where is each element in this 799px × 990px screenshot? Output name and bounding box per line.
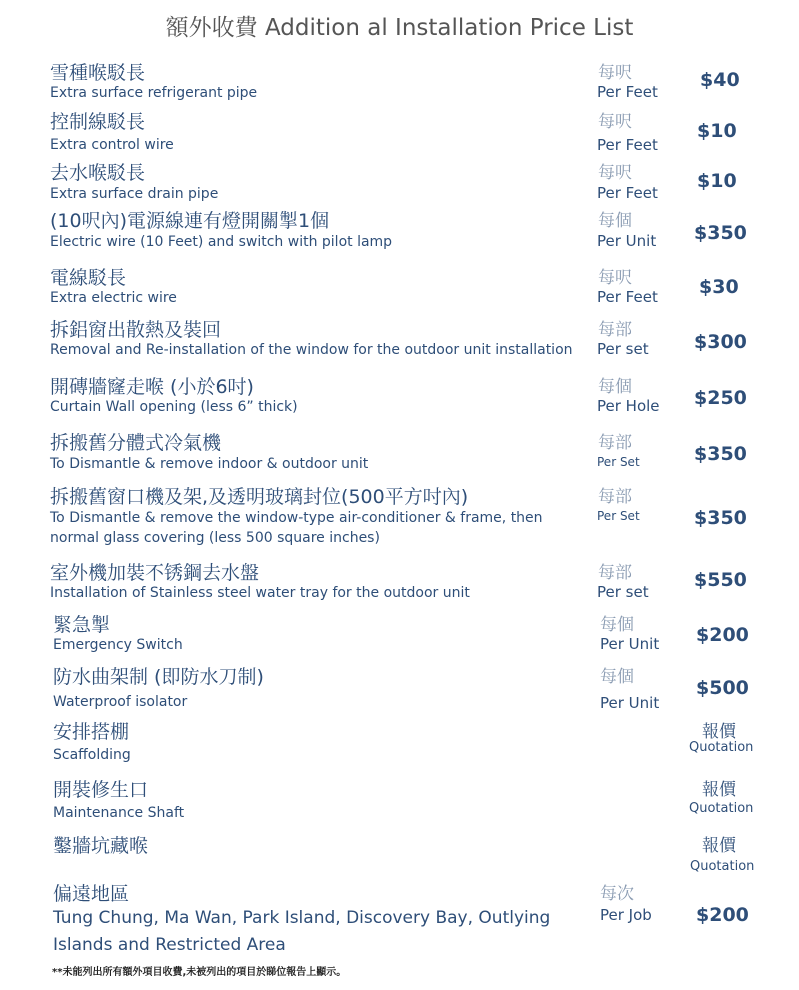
unit-en: Per Job bbox=[600, 906, 652, 924]
item-name-en: Removal and Re-installation of the window for the outdoor unit installation bbox=[50, 342, 573, 358]
item-name-zh: 去水喉駁長 bbox=[50, 162, 146, 184]
item-name-zh: 緊急掣 bbox=[53, 614, 111, 636]
footnote: **未能列出所有額外項目收費,未被列出的項目於睇位報告上顯示。 bbox=[52, 967, 347, 978]
price: $300 bbox=[694, 331, 747, 353]
unit-en: Per set bbox=[597, 340, 649, 358]
item-name-en: Emergency Switch bbox=[53, 637, 183, 653]
unit-en: Per Unit bbox=[600, 694, 660, 712]
price: $200 bbox=[696, 904, 749, 926]
unit-zh: 每部 bbox=[598, 433, 632, 453]
unit-en: Per Set bbox=[597, 509, 640, 523]
quotation-en: Quotation bbox=[689, 740, 754, 755]
item-name-en: Electric wire (10 Feet) and switch with pilot lamp bbox=[50, 234, 393, 250]
item-name-zh: 雪種喉駁長 bbox=[50, 62, 146, 84]
quotation-zh: 報價 bbox=[702, 722, 736, 742]
item-name-zh: 開磚牆窿走喉 (小於6吋) bbox=[50, 376, 254, 398]
item-name-zh: 防水曲架制 (即防水刀制) bbox=[53, 666, 264, 688]
item-name-zh: 偏遠地區 bbox=[53, 883, 130, 905]
item-name-zh: 控制線駁長 bbox=[50, 111, 146, 133]
unit-zh: 每個 bbox=[598, 211, 632, 231]
unit-en: Per Hole bbox=[597, 397, 660, 415]
item-name-zh: 拆搬舊窗口機及架,及透明玻璃封位(500平方吋內) bbox=[50, 486, 469, 508]
item-name-zh: 室外機加裝不锈鋼去水盤 bbox=[50, 562, 260, 584]
unit-zh: 每部 bbox=[598, 320, 632, 340]
price: $40 bbox=[700, 69, 740, 91]
unit-zh: 每呎 bbox=[598, 112, 632, 132]
unit-en: Per Set bbox=[597, 455, 640, 469]
item-name-en: Extra surface drain pipe bbox=[50, 186, 219, 202]
item-name-en: Extra surface refrigerant pipe bbox=[50, 85, 258, 101]
quotation-en: Quotation bbox=[690, 859, 755, 874]
price: $10 bbox=[697, 170, 737, 192]
unit-zh: 每呎 bbox=[598, 163, 632, 183]
item-name-zh: 開裝修生口 bbox=[53, 779, 149, 801]
item-name-en-line2: normal glass covering (less 500 square inches) bbox=[50, 530, 380, 546]
quotation-zh: 報價 bbox=[702, 836, 736, 856]
item-name-en: Curtain Wall opening (less 6” thick) bbox=[50, 399, 298, 415]
item-name-en: Scaffolding bbox=[53, 747, 131, 763]
unit-zh: 每個 bbox=[598, 377, 632, 397]
quotation-zh: 報價 bbox=[702, 780, 736, 800]
unit-en: Per Feet bbox=[597, 136, 658, 154]
unit-zh: 每呎 bbox=[598, 268, 632, 288]
unit-zh: 每呎 bbox=[598, 63, 632, 83]
unit-en: Per Feet bbox=[597, 288, 658, 306]
item-name-zh: (10呎內)電源線連有燈開關掣1個 bbox=[50, 210, 330, 232]
unit-zh: 每個 bbox=[600, 667, 634, 687]
price: $350 bbox=[694, 443, 747, 465]
item-name-en: Tung Chung, Ma Wan, Park Island, Discovery Bay, Outlying Islands and Restricted Area bbox=[53, 908, 551, 955]
item-name-zh: 電線駁長 bbox=[50, 267, 127, 289]
item-name-zh: 鑿牆坑藏喉 bbox=[53, 835, 149, 857]
price: $30 bbox=[699, 276, 739, 298]
item-name-zh: 拆鋁窗出散熱及裝回 bbox=[50, 319, 222, 341]
price: $350 bbox=[694, 507, 747, 529]
item-name-en: Extra electric wire bbox=[50, 290, 177, 306]
item-name-en: To Dismantle & remove the window-type air-conditioner & frame, then bbox=[50, 510, 543, 526]
price: $500 bbox=[696, 677, 749, 699]
unit-en: Per Unit bbox=[600, 635, 660, 653]
item-name-en: Maintenance Shaft bbox=[53, 805, 185, 821]
unit-zh: 每次 bbox=[600, 884, 634, 904]
item-name-zh: 拆搬舊分體式冷氣機 bbox=[50, 432, 222, 454]
item-name-zh: 安排搭棚 bbox=[53, 721, 130, 743]
unit-zh: 每部 bbox=[598, 563, 632, 583]
unit-en: Per Feet bbox=[597, 184, 658, 202]
page-title: 額外收費 Addition al Installation Price List bbox=[165, 15, 634, 41]
unit-en: Per set bbox=[597, 583, 649, 601]
item-name-en: Waterproof isolator bbox=[53, 694, 188, 710]
unit-zh: 每個 bbox=[600, 615, 634, 635]
unit-zh: 每部 bbox=[598, 487, 632, 507]
price: $250 bbox=[694, 387, 747, 409]
unit-en: Per Feet bbox=[597, 83, 658, 101]
price: $350 bbox=[694, 222, 747, 244]
item-name-en: Installation of Stainless steel water tray for the outdoor unit bbox=[50, 585, 470, 601]
price: $550 bbox=[694, 569, 747, 591]
unit-en: Per Unit bbox=[597, 232, 657, 250]
item-name-en: Extra control wire bbox=[50, 137, 174, 153]
quotation-en: Quotation bbox=[689, 801, 754, 816]
item-name-en: To Dismantle & remove indoor & outdoor unit bbox=[50, 456, 369, 472]
price: $10 bbox=[697, 120, 737, 142]
price: $200 bbox=[696, 624, 749, 646]
